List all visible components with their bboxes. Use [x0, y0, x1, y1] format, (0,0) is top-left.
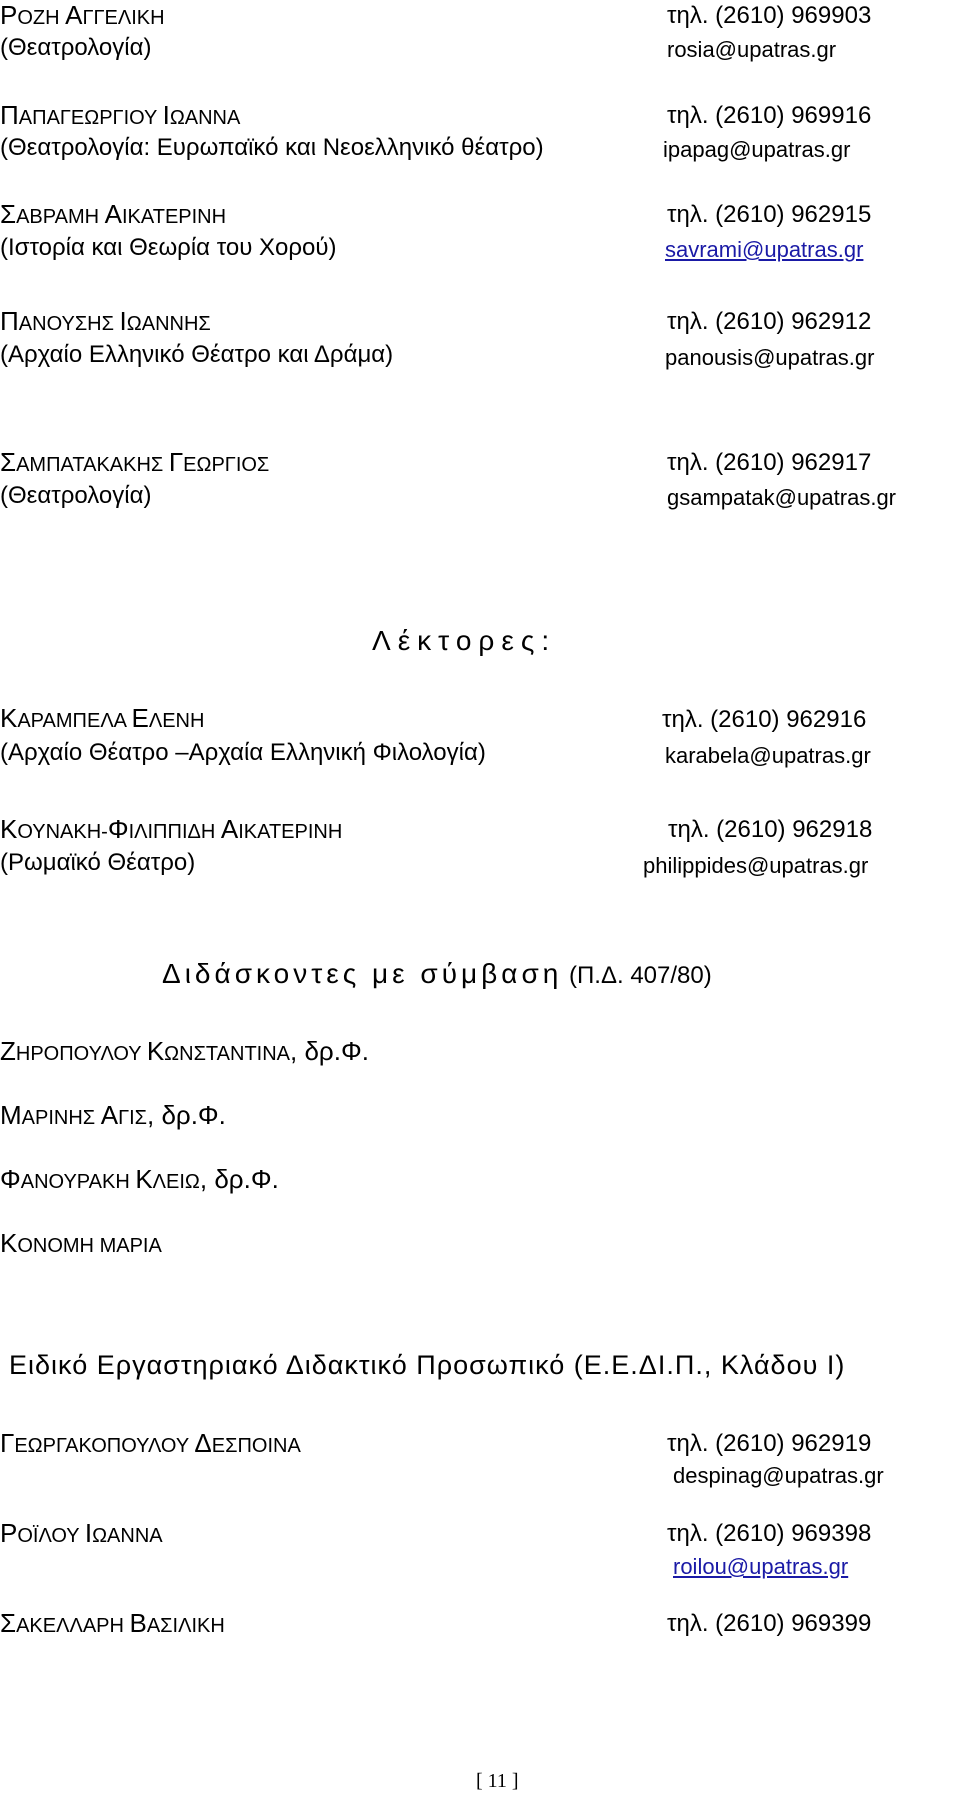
person-field: (Ιστορία και Θεωρία του Χορού): [0, 234, 337, 261]
person-name: ΡΟΪΛΟΥ ΙΩΑΝΝΑ: [0, 1518, 163, 1548]
person-email-link[interactable]: roilou@upatras.gr: [673, 1554, 849, 1579]
section-heading-lecturers: Λέκτορες:: [372, 625, 557, 656]
person-phone: τηλ. (2610) 962919: [667, 1430, 872, 1457]
person-name: ΦΑΝΟΥΡΑΚΗ ΚΛΕΙΩ, δρ.Φ.: [0, 1164, 279, 1194]
person-name: ΡΟΖΗ ΑΓΓΕΛΙΚΗ: [0, 0, 165, 30]
section-heading-staff: Ειδικό Εργαστηριακό Διδακτικό Προσωπικό (Ε.Ε.ΔΙ.Π., Κλάδου Ι): [9, 1350, 846, 1380]
person-field: (Αρχαίο Θέατρο –Αρχαία Ελληνική Φιλολογία): [0, 739, 486, 766]
person-email: gsampatak@upatras.gr: [667, 485, 897, 510]
person-phone: τηλ. (2610) 969916: [667, 102, 872, 129]
section-heading-contract: Διδάσκοντες με σύμβαση (Π.Δ. 407/80): [162, 958, 712, 989]
person-email: philippides@upatras.gr: [643, 853, 869, 878]
person-email: despinag@upatras.gr: [673, 1463, 884, 1488]
person-email: panousis@upatras.gr: [665, 345, 875, 370]
person-name: ΣΑΜΠΑΤΑΚΑΚΗΣ ΓΕΩΡΓΙΟΣ: [0, 447, 270, 477]
person-field: (Θεατρολογία): [0, 34, 152, 61]
person-name: ΜΑΡΙΝΗΣ ΑΓΙΣ, δρ.Φ.: [0, 1100, 226, 1130]
person-name: ΚΟΥΝΑΚΗ-ΦΙΛΙΠΠΙΔΗ ΑΙΚΑΤΕΡΙΝΗ: [0, 814, 343, 844]
person-phone: τηλ. (2610) 969903: [667, 2, 872, 29]
person-phone: τηλ. (2610) 962912: [667, 308, 872, 335]
person-name: ΠΑΠΑΓΕΩΡΓΙΟΥ ΙΩΑΝΝΑ: [0, 100, 241, 130]
person-name: ΖΗΡΟΠΟΥΛΟΥ ΚΩΝΣΤΑΝΤΙΝΑ, δρ.Φ.: [0, 1036, 369, 1066]
person-phone: τηλ. (2610) 969398: [667, 1520, 872, 1547]
person-field: (Θεατρολογία: Ευρωπαϊκό και Νεοελληνικό θέατρο): [0, 134, 544, 161]
person-phone: τηλ. (2610) 962915: [667, 201, 872, 228]
page-number: [ 11 ]: [476, 1770, 519, 1792]
person-field: (Ρωμαϊκό Θέατρο): [0, 849, 196, 876]
person-phone: τηλ. (2610) 962917: [667, 449, 872, 476]
person-email-link[interactable]: savrami@upatras.gr: [665, 237, 864, 262]
person-name: ΣΑΚΕΛΛΑΡΗ ΒΑΣΙΛΙΚΗ: [0, 1608, 225, 1638]
person-name: ΚΟΝΟΜΗ ΜΑΡΙΑ: [0, 1228, 162, 1258]
person-email: rosia@upatras.gr: [667, 37, 837, 62]
person-field: (Αρχαίο Ελληνικό Θέατρο και Δράμα): [0, 341, 394, 368]
person-email: ipapag@upatras.gr: [663, 137, 851, 162]
person-name: ΠΑΝΟΥΣΗΣ ΙΩΑΝΝΗΣ: [0, 306, 211, 336]
person-phone: τηλ. (2610) 962916: [662, 706, 867, 733]
person-phone: τηλ. (2610) 969399: [667, 1610, 872, 1637]
person-email: karabela@upatras.gr: [665, 743, 871, 768]
person-phone: τηλ. (2610) 962918: [668, 816, 873, 843]
person-name: ΣΑΒΡΑΜΗ ΑΙΚΑΤΕΡΙΝΗ: [0, 199, 227, 229]
person-name: ΓΕΩΡΓΑΚΟΠΟΥΛΟΥ ΔΕΣΠΟΙΝΑ: [0, 1428, 301, 1458]
person-name: ΚΑΡΑΜΠΕΛΑ ΕΛΕΝΗ: [0, 703, 205, 733]
person-field: (Θεατρολογία): [0, 482, 152, 509]
